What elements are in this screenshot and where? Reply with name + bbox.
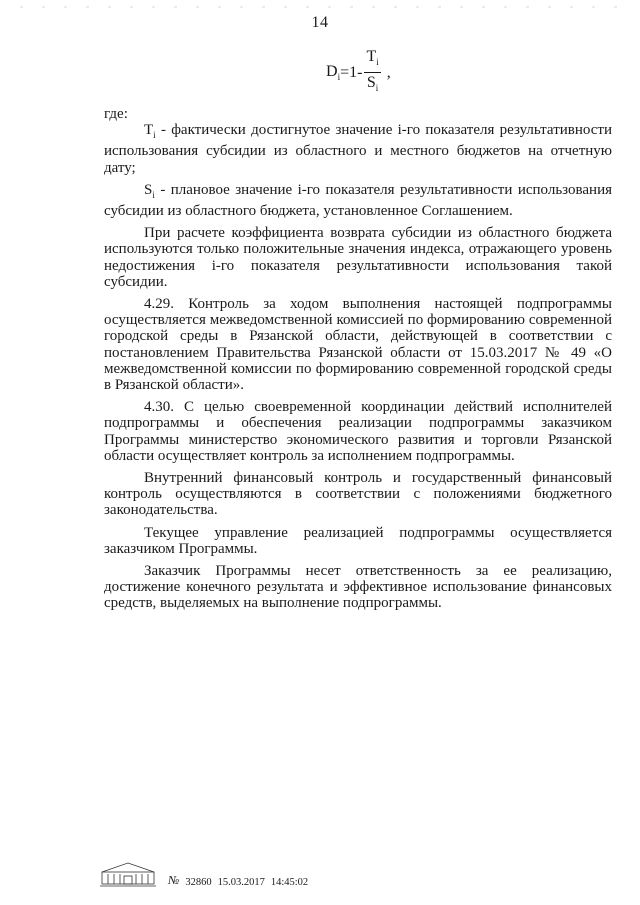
- paragraph-management: Текущее управление реализацией подпрограммы осуществляется заказчиком Программы.: [104, 524, 612, 557]
- number-mark: №: [168, 873, 180, 887]
- paragraph-responsibility: Заказчик Программы несет ответственность за ее реализацию, достижение конечного результата и эффективное использование финансовых средств, выделяемых на выполнение подпрограммы.: [104, 563, 612, 612]
- paragraph-4-30: 4.30. С целью своевременной координации действий исполнителей подпрограммы и обеспечения реализации подпрограммы заказчиком Программы министерство экономического развития и торговли Рязанской области осуществляет контроль за исполнением подпрограммы.: [104, 399, 612, 464]
- building-stamp-icon: [100, 860, 156, 888]
- scan-artifact: [20, 6, 620, 8]
- page-number: 14: [311, 14, 329, 31]
- document-number: 32860: [185, 877, 212, 888]
- paragraph-financial-control: Внутренний финансовый контроль и государственный финансовый контроль осуществляются в соответствии с положениями бюджетного законодательства.: [104, 470, 612, 519]
- t-definition: $T_i$ - фактически достигнутое значение i-го показателя результативности использования субсидии из областного и местного бюджетов на отчетную дату;: [104, 122, 612, 176]
- where-label: где:: [104, 106, 128, 122]
- formula-fraction: [364, 48, 380, 97]
- formula-comma: ,: [386, 63, 391, 81]
- formula-lhs: $D_i$: [326, 63, 341, 83]
- formula: [326, 48, 391, 97]
- document-footer: [100, 858, 314, 888]
- document-time: 14:45:02: [270, 877, 309, 888]
- paragraph-4-29: 4.29. Контроль за ходом выполнения настоящей подпрограммы осуществляется межведомственной комиссией по формированию современной городской среды в Рязанской области, действующей в соответствии с постановлением Правительства Рязанской области от 15.03.2017 № 49 «О межведомственной комиссии по формированию современной городской среды в Рязанской области».: [104, 296, 612, 394]
- formula-denominator: $S_i$: [366, 74, 379, 94]
- paragraph-positive-values: При расчете коэффициента возврата субсидии из областного бюджета используются только положительные значения индекса, отражающего уровень недостижения i-го показателя результативности использования такой субсидии.: [104, 225, 612, 290]
- formula-equals: =1-: [340, 63, 363, 81]
- document-body: [104, 106, 612, 612]
- formula-numerator: $T_i$: [364, 48, 380, 73]
- document-date: 15.03.2017: [217, 877, 265, 888]
- s-definition: $S_i$ - плановое значение i-го показателя результативности использования субсидии из областного бюджета, установленное Соглашением.: [104, 181, 612, 220]
